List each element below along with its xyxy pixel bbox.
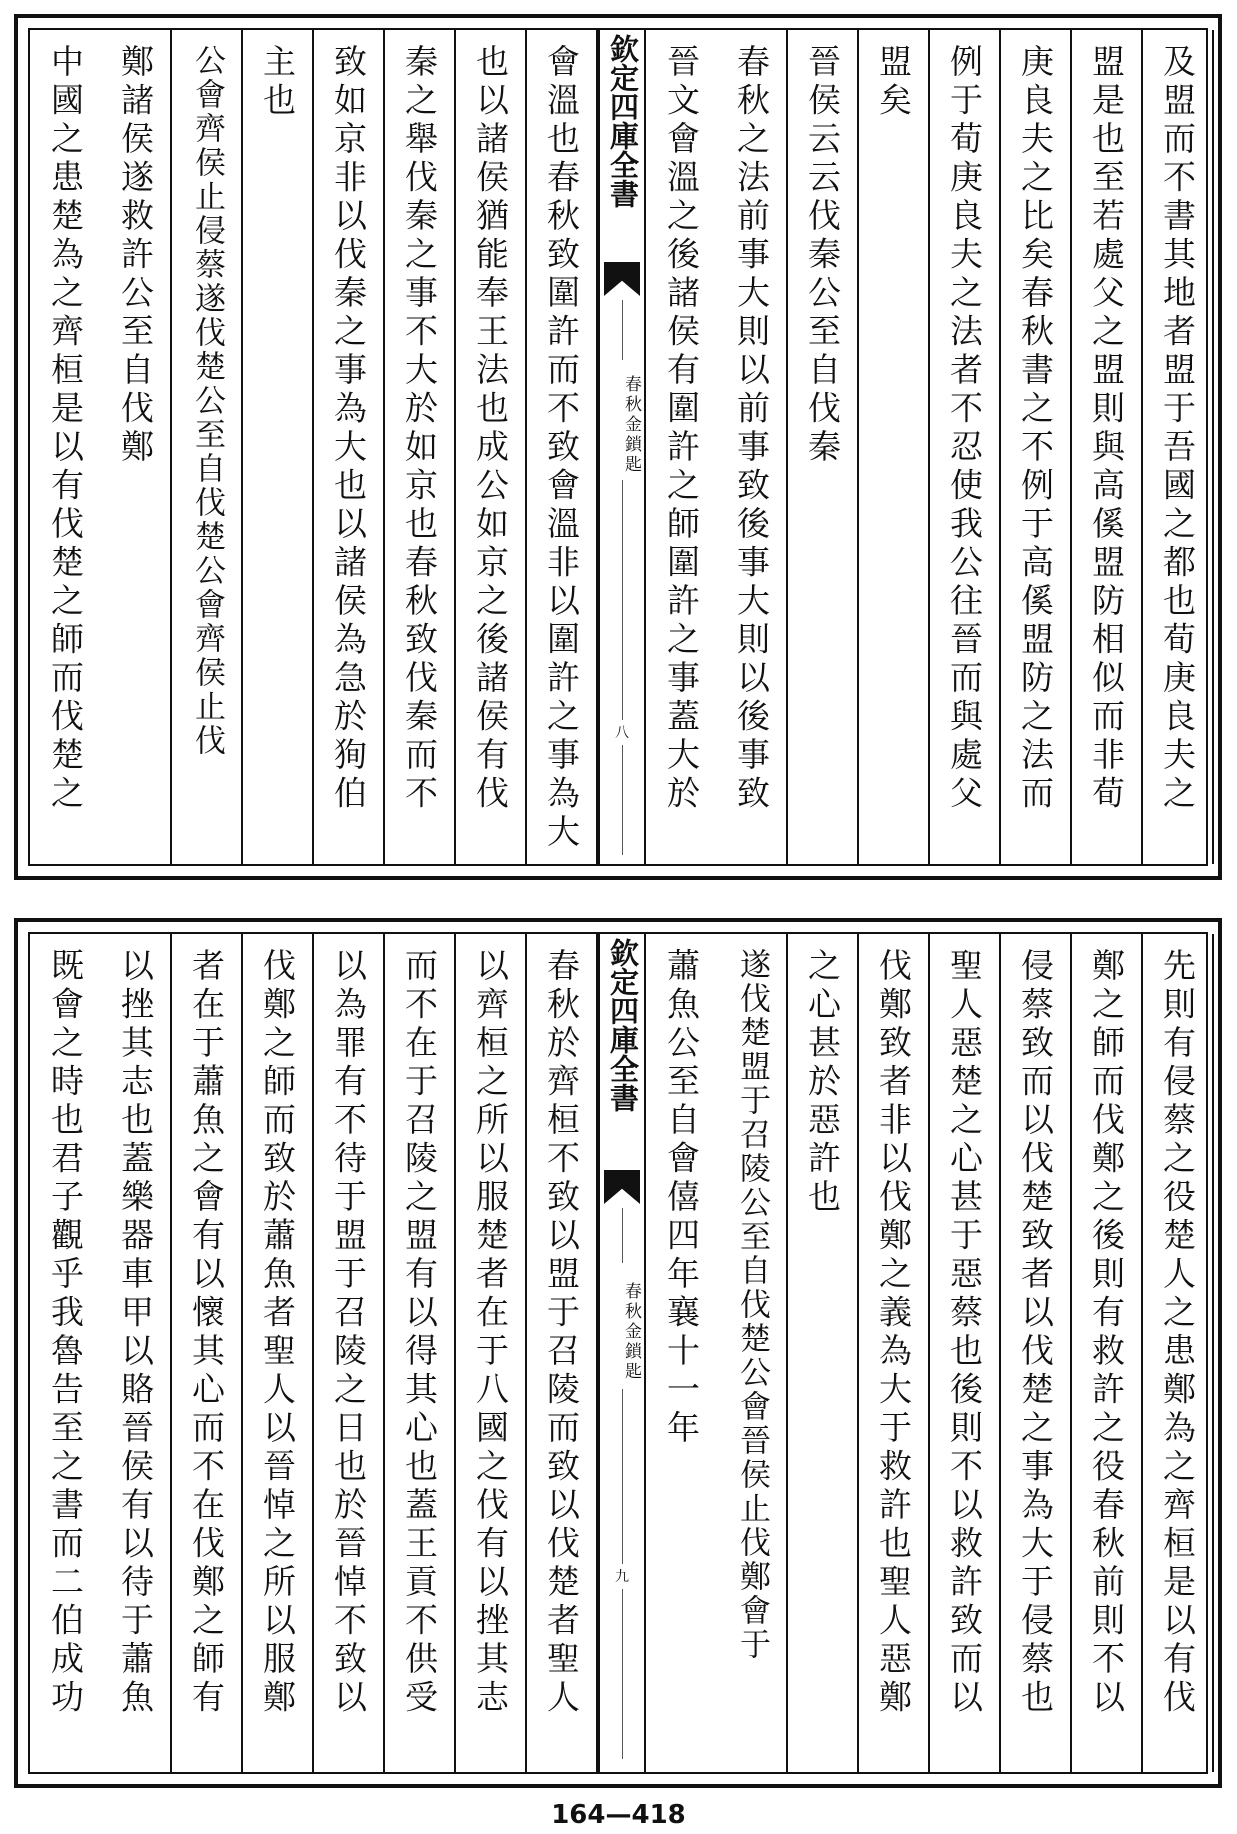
gutter-rule xyxy=(622,480,623,720)
text-column xyxy=(456,30,527,864)
text-column xyxy=(717,934,788,1772)
column-text: 先則有侵蔡之役楚人之患鄭為之齊桓是以有伐 xyxy=(1158,948,1197,1718)
text-column xyxy=(101,30,172,864)
column-text: 蕭魚公至自會僖四年襄十一年 xyxy=(662,948,701,1449)
text-column xyxy=(1001,934,1072,1772)
text-column xyxy=(527,934,598,1772)
column-text: 主也 xyxy=(258,44,297,121)
column-text: 盟是也至若處父之盟則與高傒盟防相似而非荀 xyxy=(1087,44,1126,814)
column-text: 侵蔡致而以伐楚致者以伐楚之事為大于侵蔡也 xyxy=(1016,948,1055,1718)
text-column xyxy=(1001,30,1072,864)
text-column xyxy=(1143,30,1214,864)
column-text: 例于荀庚良夫之法者不忍使我公往晉而與處父 xyxy=(945,44,984,814)
gutter-title: 欽定四庫全書 xyxy=(606,34,640,208)
column-text: 春秋於齊桓不致以盟于召陵而致以伐楚者聖人 xyxy=(542,948,581,1718)
text-column xyxy=(930,30,1001,864)
text-column xyxy=(788,30,859,864)
text-column xyxy=(314,934,385,1772)
page-footer-number: 164—418 xyxy=(551,1800,686,1830)
gutter-rule xyxy=(622,1208,623,1263)
text-column xyxy=(172,30,243,864)
text-column xyxy=(788,934,859,1772)
column-text: 以為罪有不待于盟于召陵之日也於晉悼不致以 xyxy=(329,948,368,1718)
gutter-rule xyxy=(622,1589,623,1759)
column-text: 致如京非以伐秦之事為大也以諸侯為急於狥伯 xyxy=(329,44,368,814)
gutter-page-number: 九 xyxy=(615,1569,629,1585)
column-text: 以挫其志也蓋樂器車甲以賂晉侯有以待于蕭魚 xyxy=(116,948,155,1718)
text-column xyxy=(243,934,314,1772)
text-column xyxy=(172,934,243,1772)
text-column xyxy=(646,30,717,864)
column-text: 既會之時也君子觀乎我魯告至之書而二伯成功 xyxy=(46,948,85,1718)
column-text: 及盟而不書其地者盟于吾國之都也荀庚良夫之 xyxy=(1158,44,1197,814)
gutter-book-title: 春秋金鎖匙 xyxy=(621,1282,641,1382)
center-gutter xyxy=(598,30,646,864)
text-column xyxy=(385,30,456,864)
column-text: 盟矣 xyxy=(874,44,913,121)
column-text: 伐鄭致者非以伐鄭之義為大于救許也聖人惡鄭 xyxy=(874,948,913,1718)
column-text: 會溫也春秋致圍許而不致會溫非以圍許之事為大 xyxy=(542,44,581,853)
text-column xyxy=(859,30,930,864)
column-text: 中國之患楚為之齊桓是以有伐楚之師而伐楚之 xyxy=(46,44,85,814)
column-text: 春秋之法前事大則以前事致後事大則以後事致 xyxy=(732,44,771,814)
column-text: 庚良夫之比矣春秋書之不例于高傒盟防之法而 xyxy=(1016,44,1055,814)
text-column xyxy=(527,30,598,864)
column-text: 遂伐楚盟于召陵公至自伐楚公會晉侯止伐鄭會于 xyxy=(734,948,770,1662)
column-text: 聖人惡楚之心甚于惡蔡也後則不以救許致而以 xyxy=(945,948,984,1718)
gutter-page-number: 八 xyxy=(615,725,629,741)
upper-page-frame xyxy=(28,28,1208,866)
upper-page xyxy=(14,14,1222,880)
gutter-rule xyxy=(622,300,623,360)
gutter-title: 欽定四庫全書 xyxy=(606,938,640,1112)
text-column xyxy=(385,934,456,1772)
lower-page xyxy=(14,918,1222,1788)
column-text: 晉侯云云伐秦公至自伐秦 xyxy=(803,44,842,468)
text-column xyxy=(1072,934,1143,1772)
gutter-rule xyxy=(622,745,623,855)
text-column xyxy=(30,30,101,864)
column-text: 鄭之師而伐鄭之後則有救許之役春秋前則不以 xyxy=(1087,948,1126,1718)
column-text: 公會齊侯止侵蔡遂伐楚公至自伐楚公會齊侯止伐 xyxy=(189,44,225,758)
center-gutter xyxy=(598,934,646,1772)
fish-tail-mark-icon xyxy=(604,1170,640,1204)
lower-page-frame xyxy=(28,932,1208,1774)
gutter-rule xyxy=(622,1389,623,1564)
column-text: 之心甚於惡許也 xyxy=(803,948,842,1218)
column-text: 鄭諸侯遂救許公至自伐鄭 xyxy=(116,44,155,468)
text-column xyxy=(859,934,930,1772)
text-column xyxy=(930,934,1001,1772)
text-column xyxy=(30,934,101,1772)
text-column xyxy=(101,934,172,1772)
column-text: 而不在于召陵之盟有以得其心也蓋王貢不供受 xyxy=(400,948,439,1718)
column-text: 以齊桓之所以服楚者在于八國之伐有以挫其志 xyxy=(471,948,510,1718)
column-text: 秦之舉伐秦之事不大於如京也春秋致伐秦而不 xyxy=(400,44,439,814)
text-column xyxy=(717,30,788,864)
text-column xyxy=(243,30,314,864)
text-column xyxy=(1072,30,1143,864)
gutter-book-title: 春秋金鎖匙 xyxy=(621,375,641,475)
text-column xyxy=(314,30,385,864)
fish-tail-mark-icon xyxy=(604,262,640,296)
column-text: 也以諸侯猶能奉王法也成公如京之後諸侯有伐 xyxy=(471,44,510,814)
column-text: 晉文會溫之後諸侯有圍許之師圍許之事蓋大於 xyxy=(662,44,701,814)
text-column xyxy=(1143,934,1214,1772)
text-column xyxy=(646,934,717,1772)
text-column xyxy=(456,934,527,1772)
column-text: 伐鄭之師而致於蕭魚者聖人以晉悼之所以服鄭 xyxy=(258,948,297,1718)
column-text: 者在于蕭魚之會有以懷其心而不在伐鄭之師有 xyxy=(187,948,226,1718)
